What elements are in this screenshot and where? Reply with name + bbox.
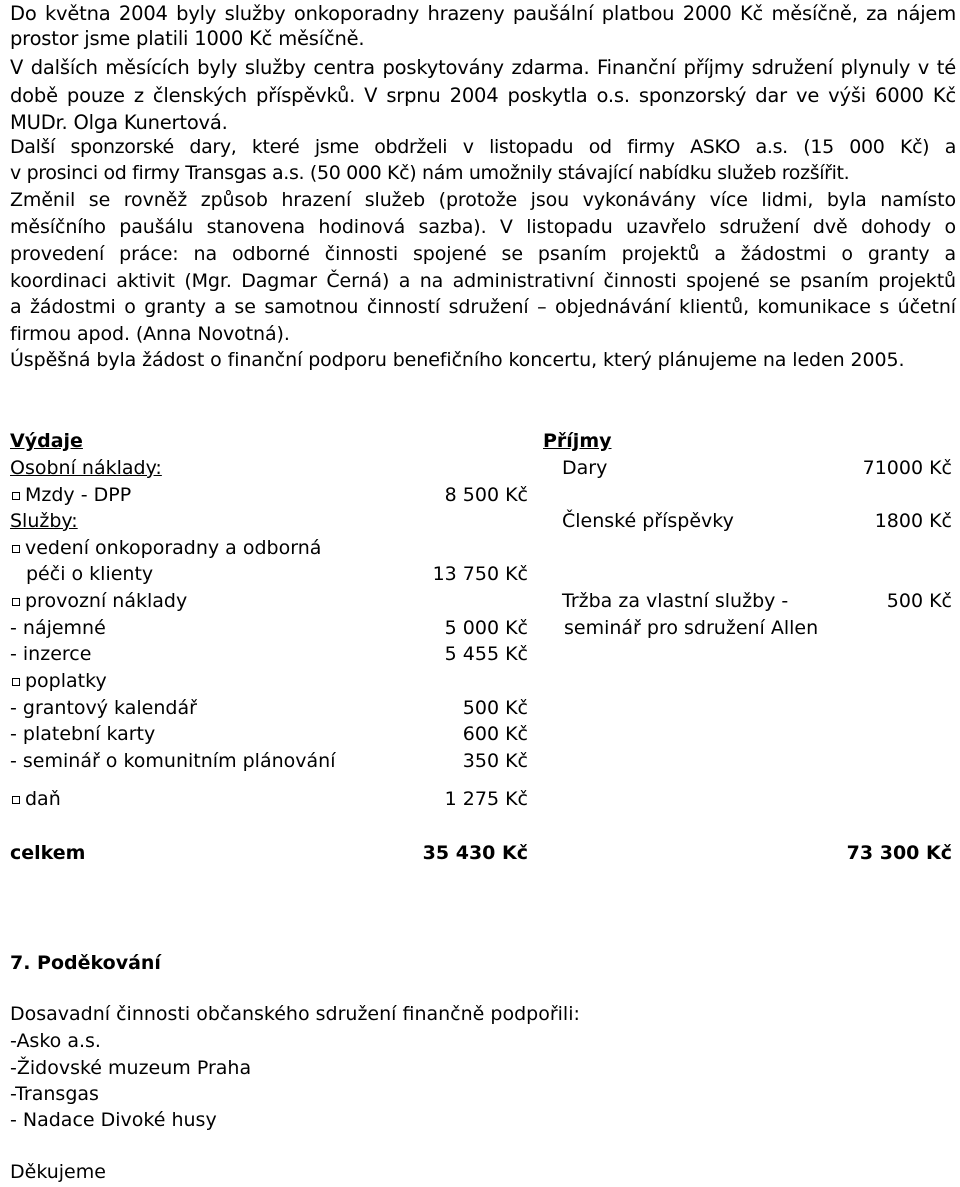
cards-label: - platební karty: [10, 723, 156, 745]
income-total: 73 300 Kč: [846, 842, 952, 864]
tax-row: [12, 788, 61, 810]
management-label-2: péči o klienty: [26, 563, 154, 585]
sales-label-2: seminář pro sdružení Allen: [564, 617, 819, 639]
management-row: [12, 537, 321, 559]
square-bullet-icon: [12, 796, 20, 804]
intro-line: době pouze z členských příspěvků. V srpnu 2004 poskytla o.s. sponzorský dar ve výši 6000 Kč: [10, 84, 956, 107]
intro-line: Úspěšná byla žádost o finanční podporu benefičního koncertu, který plánujeme na leden 2005.: [10, 349, 905, 371]
members-amount: 1800 Kč: [874, 510, 952, 532]
tax-label: daň: [25, 788, 61, 810]
supporter-item: -Transgas: [10, 1083, 99, 1105]
wages-amount: 8 500 Kč: [444, 484, 528, 506]
supporter-item: -Židovské muzeum Praha: [10, 1057, 252, 1079]
seminar-label: - seminář o komunitním plánování: [10, 750, 336, 772]
section-heading: 7. Poděkování: [10, 952, 161, 974]
expenses-header: Výdaje: [10, 430, 83, 452]
grant-calendar-amount: 500 Kč: [462, 697, 528, 719]
ads-label: - inzerce: [10, 643, 92, 665]
total-label: celkem: [10, 842, 86, 864]
square-bullet-icon: [12, 492, 20, 500]
supporters-intro: Dosavadní činnosti občanského sdružení finančně podpořili:: [10, 1003, 580, 1025]
intro-line: prostor jsme platili 1000 Kč měsíčně.: [10, 27, 365, 50]
intro-line: koordinaci aktivit (Mgr. Dagmar Černá) a na administrativní činnosti spojené se psaním projektů: [10, 270, 956, 292]
expenses-total: 35 430 Kč: [422, 842, 528, 864]
sales-amount: 500 Kč: [886, 590, 952, 612]
fees-row: [12, 670, 107, 692]
supporter-item: - Nadace Divoké husy: [10, 1109, 217, 1131]
closing-thanks: Děkujeme: [10, 1161, 106, 1183]
management-amount: 13 750 Kč: [432, 563, 528, 585]
intro-line: v prosinci od firmy Transgas a.s. (50 000 Kč) nám umožnily stávající nabídku služeb rozšířit.: [10, 162, 850, 184]
gifts-amount: 71000 Kč: [862, 457, 952, 479]
intro-line: V dalších měsících byly služby centra poskytovány zdarma. Finanční příjmy sdružení plynuly v té: [10, 56, 956, 79]
cards-amount: 600 Kč: [462, 723, 528, 745]
intro-line: Do května 2004 byly služby onkoporadny hrazeny paušální platbou 2000 Kč měsíčně, za nájem: [10, 2, 956, 25]
square-bullet-icon: [12, 598, 20, 606]
intro-line: provedení práce: na odborné činnosti spojené se psaním projektů a žádostmi o granty a: [10, 243, 956, 265]
seminar-amount: 350 Kč: [462, 750, 528, 772]
rent-amount: 5 000 Kč: [444, 617, 528, 639]
square-bullet-icon: [12, 545, 20, 553]
operating-row: [12, 590, 187, 612]
members-label: Členské příspěvky: [562, 510, 734, 532]
management-label-1: vedení onkoporadny a odborná: [25, 537, 322, 559]
wages-label: Mzdy - DPP: [25, 484, 132, 506]
intro-line: Změnil se rovněž způsob hrazení služeb (protože jsou vykonávány více lidmi, byla namísto: [10, 189, 956, 211]
sales-label-1: Tržba za vlastní služby -: [562, 590, 789, 612]
gifts-label: Dary: [562, 457, 608, 479]
intro-line: firmou apod. (Anna Novotná).: [10, 323, 290, 345]
personal-costs-heading: Osobní náklady:: [10, 457, 162, 479]
operating-label: provozní náklady: [25, 590, 188, 612]
services-heading: Služby:: [10, 510, 78, 532]
square-bullet-icon: [12, 678, 20, 686]
intro-line: měsíčního paušálu stanovena hodinová sazba). V listopadu uzavřelo sdružení dvě dohody o: [10, 216, 956, 238]
grant-calendar-label: - grantový kalendář: [10, 697, 197, 719]
ads-amount: 5 455 Kč: [444, 643, 528, 665]
fees-label: poplatky: [25, 670, 107, 692]
wages-row: [12, 484, 131, 506]
intro-line: a žádostmi o granty a se samotnou činností sdružení – objednávání klientů, komunikace s účetní: [10, 296, 956, 318]
income-header: Příjmy: [543, 430, 612, 452]
supporter-item: -Asko a.s.: [10, 1030, 101, 1052]
intro-line: MUDr. Olga Kunertová.: [10, 111, 228, 134]
tax-amount: 1 275 Kč: [444, 788, 528, 810]
rent-label: - nájemné: [10, 617, 106, 639]
intro-line: Další sponzorské dary, které jsme obdrželi v listopadu od firmy ASKO a.s. (15 000 Kč) a: [10, 136, 956, 158]
